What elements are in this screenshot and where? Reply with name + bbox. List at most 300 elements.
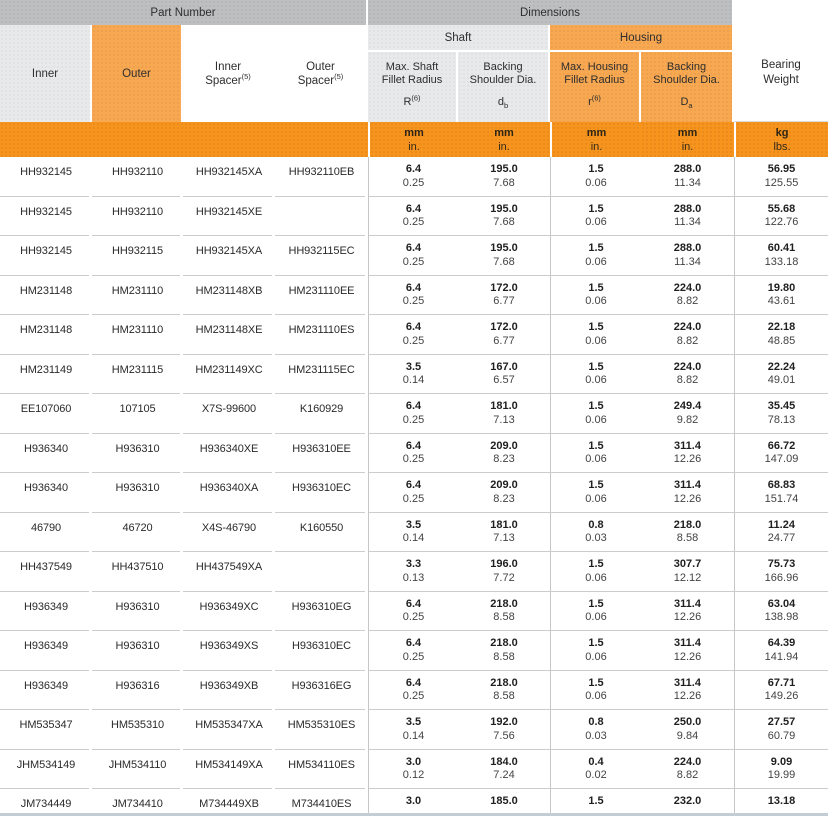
housing-shoulder-cell — [641, 236, 734, 276]
weight-cell — [734, 157, 828, 197]
part-inner-cell: H936340 — [0, 434, 92, 474]
units-shaft-fillet — [368, 122, 458, 157]
shaft-shoulder-cell-metric-value: 209.0 — [490, 439, 518, 452]
column-header-inner — [0, 25, 92, 122]
housing-fillet-cell-inch-value: 0.06 — [585, 255, 607, 268]
shaft-fillet-cell-metric-value: 6.4 — [405, 400, 422, 412]
housing-fillet-cell-metric-value: 1.5 — [588, 321, 604, 333]
housing-shoulder-cell-inch-value: 12.26 — [673, 453, 702, 465]
unit-in-label: in. — [498, 140, 510, 153]
housing-fillet-cell-inch-value: 0.06 — [585, 571, 607, 584]
housing-fillet-cell-inch-value: 0.06 — [585, 295, 607, 307]
shaft-shoulder-cell — [458, 473, 550, 513]
weight-cell — [734, 355, 828, 395]
part-inner-cell: HM231149 — [0, 355, 92, 395]
shaft-shoulder-cell — [458, 631, 550, 671]
housing-shoulder-cell — [641, 513, 734, 553]
weight-cell-metric-value: 75.73 — [767, 558, 796, 570]
shaft-fillet-cell-inch-value: 0.25 — [402, 453, 425, 465]
weight-cell-inch-value: 122.76 — [764, 216, 799, 228]
shaft-fillet-cell — [368, 513, 458, 553]
bearing-weight-label-line2: Weight — [763, 74, 799, 86]
housing-fillet-symbol-letter: r — [588, 96, 592, 108]
part-inner-spacer-cell: HM231149XC — [183, 355, 275, 395]
housing-shoulder-cell-metric-value: 232.0 — [673, 795, 702, 807]
housing-shoulder-cell-metric-value: 249.4 — [673, 400, 702, 412]
table-row — [0, 473, 828, 513]
housing-shoulder-cell — [641, 671, 734, 711]
weight-cell — [734, 750, 828, 790]
housing-fillet-cell — [550, 197, 641, 237]
housing-shoulder-cell-inch-value: 12.26 — [673, 492, 702, 505]
part-outer-cell: H936310 — [92, 631, 183, 671]
housing-sub-columns — [550, 52, 734, 122]
part-outer-cell: HH437510 — [92, 552, 183, 592]
part-inner-spacer-cell: X7S-99600 — [183, 394, 275, 434]
weight-cell-metric-value: 35.45 — [767, 400, 796, 412]
housing-shoulder-cell-metric-value: 288.0 — [673, 242, 702, 254]
shaft-fillet-cell-inch-value: 0.25 — [402, 216, 425, 228]
part-outer-cell: H936310 — [92, 434, 183, 474]
part-outer-spacer-cell: K160550 — [275, 513, 368, 553]
shaft-shoulder-cell-inch-value: 7.68 — [493, 255, 515, 268]
weight-cell-metric-value: 67.71 — [767, 676, 796, 689]
shaft-shoulder-cell-metric-value: 218.0 — [490, 597, 518, 610]
part-inner-spacer-cell: H936340XE — [183, 434, 275, 474]
housing-shoulder-label-line2: Shoulder Dia. — [653, 74, 720, 86]
column-header-housing-backing-shoulder — [641, 52, 734, 122]
weight-cell-metric-value: 68.83 — [767, 479, 796, 491]
weight-cell-metric-value: 55.68 — [767, 202, 796, 215]
housing-fillet-cell-inch-value: 0.06 — [585, 690, 607, 702]
housing-group-header — [550, 25, 734, 52]
shaft-fillet-cell-metric-value: 6.4 — [405, 597, 422, 610]
housing-shoulder-label-line1: Backing — [666, 61, 707, 73]
housing-fillet-cell-inch-value: 0.06 — [585, 413, 607, 426]
housing-fillet-label-line1: Max. Housing — [560, 61, 629, 73]
shaft-fillet-symbol — [403, 93, 421, 109]
weight-cell-metric-value: 56.95 — [767, 163, 796, 175]
table-row — [0, 236, 828, 276]
housing-fillet-cell-metric-value: 1.5 — [588, 163, 604, 175]
weight-cell-inch-value: 125.55 — [764, 176, 799, 189]
part-number-group-header — [0, 0, 368, 25]
shaft-shoulder-symbol-subscript: b — [503, 101, 509, 111]
units-blank-cell — [0, 122, 368, 157]
shaft-shoulder-cell — [458, 394, 550, 434]
housing-shoulder-cell-inch-value: 12.26 — [673, 690, 702, 702]
housing-fillet-cell-metric-value: 1.5 — [588, 281, 604, 294]
part-outer-spacer-cell — [275, 197, 368, 237]
weight-cell-inch-value: 149.26 — [764, 690, 799, 702]
part-inner-cell: HH932145 — [0, 157, 92, 197]
shaft-fillet-cell-inch-value: 0.14 — [402, 729, 425, 742]
housing-fillet-cell — [550, 631, 641, 671]
shaft-group-header — [368, 25, 550, 52]
housing-fillet-cell — [550, 592, 641, 632]
shaft-fillet-cell-inch-value: 0.13 — [402, 571, 425, 584]
part-outer-spacer-cell: M734410ES — [275, 789, 368, 816]
shaft-fillet-cell-metric-value: 6.4 — [405, 479, 422, 491]
part-outer-cell: HH932115 — [92, 236, 183, 276]
column-header-shaft-fillet-radius — [368, 52, 458, 122]
part-outer-cell: 46720 — [92, 513, 183, 553]
shaft-shoulder-cell-inch-value: 7.13 — [493, 532, 515, 544]
part-inner-spacer-cell: HM535347XA — [183, 710, 275, 750]
housing-fillet-symbol — [588, 93, 601, 109]
shaft-shoulder-cell-metric-value: 218.0 — [490, 637, 518, 649]
table-sub-header-row — [0, 25, 828, 122]
shaft-shoulder-cell-inch-value: 7.24 — [493, 769, 515, 781]
housing-shoulder-cell-metric-value: 311.4 — [674, 637, 701, 649]
housing-shoulder-cell-metric-value: 218.0 — [673, 518, 702, 531]
part-outer-spacer-cell: HM231110EE — [275, 276, 368, 316]
housing-shoulder-cell — [641, 197, 734, 237]
shaft-shoulder-cell-inch-value: 7.68 — [493, 216, 515, 228]
shaft-shoulder-cell-inch-value: 8.58 — [493, 650, 515, 663]
shaft-shoulder-cell-metric-value: 172.0 — [490, 321, 518, 333]
shaft-shoulder-cell-inch-value: 7.72 — [493, 571, 515, 584]
shaft-fillet-symbol-letter: R — [403, 96, 412, 108]
part-outer-cell: JHM534110 — [92, 750, 183, 790]
part-outer-spacer-cell: H936310EE — [275, 434, 368, 474]
weight-cell-inch-value: 166.96 — [764, 571, 799, 584]
shaft-fillet-cell — [368, 671, 458, 711]
unit-in-label: in. — [681, 140, 694, 153]
part-outer-spacer-cell — [275, 552, 368, 592]
shaft-shoulder-label-line2: Shoulder Dia. — [469, 74, 537, 86]
shaft-shoulder-cell-metric-value: 184.0 — [490, 755, 518, 768]
housing-shoulder-cell-inch-value: 11.34 — [674, 255, 701, 268]
housing-shoulder-cell-metric-value: 224.0 — [673, 281, 702, 294]
housing-shoulder-cell-inch-value: 8.58 — [676, 532, 699, 544]
weight-cell-inch-value: 24.77 — [767, 532, 796, 544]
housing-shoulder-cell — [641, 592, 734, 632]
outer-spacer-label-line1: Outer — [306, 60, 335, 73]
shaft-fillet-cell-inch-value: 0.14 — [402, 374, 425, 386]
dimensions-group-header — [368, 0, 734, 25]
shaft-fillet-cell-metric-value: 6.4 — [405, 242, 422, 254]
table-row — [0, 157, 828, 197]
weight-cell-inch-value: 78.13 — [767, 413, 796, 426]
weight-cell — [734, 197, 828, 237]
housing-shoulder-cell-metric-value: 311.4 — [674, 597, 701, 610]
housing-shoulder-cell-metric-value: 311.4 — [674, 479, 701, 491]
shaft-fillet-cell-metric-value: 6.4 — [405, 163, 422, 175]
housing-shoulder-cell-metric-value: 224.0 — [673, 321, 702, 333]
housing-shoulder-cell — [641, 473, 734, 513]
weight-cell-metric-value: 22.18 — [767, 321, 796, 333]
housing-fillet-cell — [550, 473, 641, 513]
part-outer-cell: 107105 — [92, 394, 183, 434]
housing-fillet-cell — [550, 750, 641, 790]
shaft-sub-columns — [368, 52, 550, 122]
housing-shoulder-cell-inch-value: 8.82 — [676, 334, 699, 347]
shaft-fillet-cell-inch-value: 0.25 — [402, 413, 425, 426]
shaft-group-label: Shaft — [444, 31, 472, 44]
weight-cell-inch-value: 19.99 — [767, 769, 796, 781]
part-outer-spacer-cell: HM534110ES — [275, 750, 368, 790]
housing-shoulder-cell — [641, 552, 734, 592]
housing-fillet-cell-inch-value: 0.06 — [585, 334, 607, 347]
shaft-fillet-cell-metric-value: 3.3 — [405, 558, 422, 570]
part-inner-cell: HM231148 — [0, 276, 92, 316]
shaft-fillet-cell — [368, 394, 458, 434]
part-outer-cell: HM231110 — [92, 315, 183, 355]
shaft-shoulder-cell — [458, 355, 550, 395]
housing-shoulder-symbol-subscript: a — [688, 101, 693, 111]
shaft-shoulder-cell — [458, 710, 550, 750]
weight-cell — [734, 513, 828, 553]
housing-shoulder-cell-inch-value: 12.12 — [673, 571, 702, 584]
shaft-fillet-cell — [368, 197, 458, 237]
shaft-shoulder-cell — [458, 671, 550, 711]
shaft-fillet-cell-metric-value: 3.5 — [405, 360, 422, 373]
shaft-fillet-cell-inch-value: 0.25 — [402, 334, 425, 347]
part-outer-cell: JM734410 — [92, 789, 183, 816]
shaft-fillet-cell-metric-value: 3.5 — [405, 518, 422, 531]
dimensions-group-label: Dimensions — [519, 6, 581, 19]
housing-fillet-cell-inch-value: 0.06 — [585, 611, 607, 623]
table-row — [0, 789, 828, 816]
part-outer-spacer-cell: H936310EC — [275, 631, 368, 671]
shaft-shoulder-cell — [458, 236, 550, 276]
part-outer-spacer-cell: K160929 — [275, 394, 368, 434]
table-row — [0, 513, 828, 553]
part-inner-spacer-cell: HM231148XE — [183, 315, 275, 355]
shaft-fillet-cell — [368, 592, 458, 632]
part-inner-cell: HM535347 — [0, 710, 92, 750]
shaft-fillet-cell-metric-value: 6.4 — [405, 281, 422, 294]
shaft-fillet-cell — [368, 236, 458, 276]
shaft-shoulder-cell — [458, 750, 550, 790]
weight-cell-inch-value: 138.98 — [764, 611, 799, 623]
weight-cell — [734, 592, 828, 632]
shaft-fillet-label-line1: Max. Shaft — [385, 61, 439, 73]
shaft-shoulder-cell — [458, 197, 550, 237]
part-outer-spacer-cell: HM535310ES — [275, 710, 368, 750]
shaft-shoulder-symbol — [498, 96, 508, 109]
table-body — [0, 157, 828, 816]
housing-fillet-cell — [550, 789, 641, 816]
housing-shoulder-cell-metric-value: 224.0 — [673, 755, 702, 768]
part-inner-spacer-cell: HM231148XB — [183, 276, 275, 316]
part-inner-cell: H936349 — [0, 671, 92, 711]
shaft-fillet-cell — [368, 750, 458, 790]
shaft-fillet-cell-metric-value: 6.4 — [405, 202, 422, 215]
part-outer-cell: HM535310 — [92, 710, 183, 750]
shaft-fillet-cell — [368, 710, 458, 750]
shaft-fillet-cell-metric-value: 3.5 — [405, 716, 422, 728]
column-header-shaft-backing-shoulder — [458, 52, 550, 122]
shaft-shoulder-cell — [458, 513, 550, 553]
housing-fillet-cell — [550, 552, 641, 592]
units-row — [0, 122, 828, 157]
part-inner-spacer-cell: H936349XB — [183, 671, 275, 711]
unit-in-label: in. — [408, 140, 420, 153]
shaft-fillet-cell — [368, 315, 458, 355]
table-row — [0, 276, 828, 316]
weight-cell-metric-value: 64.39 — [767, 637, 796, 649]
table-row — [0, 394, 828, 434]
shaft-shoulder-cell — [458, 276, 550, 316]
shaft-shoulder-cell-inch-value: 6.77 — [493, 334, 515, 347]
weight-cell — [734, 315, 828, 355]
weight-cell-inch-value: 151.74 — [764, 492, 799, 505]
shaft-shoulder-cell-inch-value: 8.23 — [493, 453, 515, 465]
shaft-fillet-cell — [368, 789, 458, 816]
part-outer-cell: HM231115 — [92, 355, 183, 395]
inner-spacer-footnote: (5) — [241, 71, 251, 81]
shaft-shoulder-cell-inch-value: 8.58 — [493, 690, 515, 702]
housing-shoulder-cell — [641, 631, 734, 671]
shaft-fillet-cell-inch-value: 0.25 — [402, 611, 425, 623]
weight-cell — [734, 236, 828, 276]
part-outer-cell: H936310 — [92, 473, 183, 513]
weight-cell — [734, 473, 828, 513]
table-row — [0, 434, 828, 474]
part-outer-cell: H936316 — [92, 671, 183, 711]
part-outer-spacer-cell: H936310EG — [275, 592, 368, 632]
housing-fillet-cell-metric-value: 1.5 — [588, 676, 604, 689]
shaft-fillet-cell-metric-value: 6.4 — [405, 439, 422, 452]
shaft-shoulder-cell — [458, 157, 550, 197]
inner-spacer-label-line2 — [205, 71, 251, 88]
housing-shoulder-symbol-letter: D — [680, 96, 689, 108]
shaft-fillet-cell-inch-value: 0.25 — [402, 176, 425, 189]
housing-shoulder-cell-inch-value: 12.26 — [673, 611, 702, 623]
weight-cell — [734, 671, 828, 711]
shaft-fillet-cell — [368, 434, 458, 474]
shaft-fillet-cell — [368, 552, 458, 592]
weight-cell-inch-value: 43.61 — [767, 295, 796, 307]
housing-shoulder-cell — [641, 394, 734, 434]
shaft-fillet-cell — [368, 631, 458, 671]
housing-shoulder-cell-metric-value: 311.4 — [674, 439, 701, 452]
shaft-fillet-label-line2: Fillet Radius — [381, 74, 443, 86]
shaft-fillet-cell-inch-value: 0.25 — [402, 492, 425, 505]
housing-fillet-cell — [550, 394, 641, 434]
shaft-shoulder-cell-metric-value: 195.0 — [490, 202, 518, 215]
part-inner-cell: HM231148 — [0, 315, 92, 355]
housing-fillet-cell-inch-value: 0.02 — [585, 769, 607, 781]
housing-fillet-cell-metric-value: 1.5 — [588, 242, 604, 254]
housing-shoulder-cell-metric-value: 311.4 — [674, 676, 701, 689]
housing-shoulder-cell-metric-value: 250.0 — [673, 716, 702, 728]
shaft-shoulder-cell — [458, 592, 550, 632]
part-inner-spacer-cell: HH932145XA — [183, 236, 275, 276]
weight-cell — [734, 631, 828, 671]
housing-fillet-cell-inch-value: 0.06 — [585, 216, 607, 228]
table-row — [0, 552, 828, 592]
part-inner-spacer-cell: HH932145XA — [183, 157, 275, 197]
part-outer-spacer-cell: HH932110EB — [275, 157, 368, 197]
shaft-shoulder-cell — [458, 434, 550, 474]
shaft-fillet-cell — [368, 355, 458, 395]
shaft-shoulder-cell-metric-value: 181.0 — [490, 518, 518, 531]
housing-fillet-cell — [550, 236, 641, 276]
housing-fillet-cell-metric-value: 0.4 — [588, 755, 604, 768]
housing-fillet-cell — [550, 276, 641, 316]
inner-column-label: Inner — [31, 67, 59, 80]
weight-cell — [734, 394, 828, 434]
weight-cell-metric-value: 63.04 — [767, 597, 796, 610]
housing-fillet-cell-inch-value: 0.06 — [585, 176, 607, 189]
table-row — [0, 710, 828, 750]
table-row — [0, 315, 828, 355]
weight-cell-metric-value: 13.18 — [767, 795, 796, 807]
shaft-shoulder-cell-metric-value: 192.0 — [490, 716, 518, 728]
weight-cell-metric-value: 22.24 — [767, 360, 796, 373]
shaft-fillet-cell-inch-value: 0.25 — [402, 690, 425, 702]
inner-spacer-word: Spacer — [205, 74, 242, 87]
shaft-shoulder-cell — [458, 789, 550, 816]
weight-cell-metric-value: 9.09 — [770, 755, 793, 768]
table-row — [0, 631, 828, 671]
column-header-outer — [92, 25, 183, 122]
part-outer-cell: HH932110 — [92, 197, 183, 237]
shaft-column-group — [368, 25, 550, 122]
housing-shoulder-cell-inch-value: 9.84 — [676, 729, 699, 742]
part-inner-cell: JM734449 — [0, 789, 92, 816]
unit-kg-label: kg — [775, 126, 789, 139]
shaft-shoulder-cell-inch-value: 8.58 — [493, 611, 515, 623]
shaft-fillet-cell — [368, 157, 458, 197]
weight-cell — [734, 710, 828, 750]
shaft-shoulder-cell-metric-value: 167.0 — [490, 360, 518, 373]
units-housing-fillet — [550, 122, 641, 157]
table-row — [0, 750, 828, 790]
weight-cell-metric-value: 60.41 — [767, 242, 796, 254]
shaft-shoulder-cell-metric-value: 172.0 — [490, 281, 518, 294]
housing-fillet-cell — [550, 355, 641, 395]
shaft-fillet-cell-inch-value: 0.25 — [402, 255, 425, 268]
housing-fillet-cell-metric-value: 1.5 — [588, 637, 604, 649]
column-header-outer-spacer — [275, 25, 368, 122]
shaft-fillet-cell — [368, 473, 458, 513]
housing-fillet-cell-metric-value: 1.5 — [588, 202, 604, 215]
inner-spacer-label-line1: Inner — [214, 60, 242, 73]
housing-shoulder-cell-inch-value: 9.82 — [676, 413, 699, 426]
housing-fillet-cell-metric-value: 0.8 — [588, 716, 604, 728]
shaft-shoulder-cell-inch-value: 7.56 — [493, 729, 515, 742]
unit-mm-label: mm — [404, 126, 424, 139]
shaft-shoulder-symbol-letter: d — [497, 96, 504, 108]
shaft-shoulder-label-line1: Backing — [483, 61, 523, 73]
housing-shoulder-cell — [641, 789, 734, 816]
weight-cell — [734, 789, 828, 816]
unit-mm-label: mm — [494, 126, 514, 139]
weight-cell-metric-value: 66.72 — [767, 439, 796, 452]
part-inner-cell: H936349 — [0, 592, 92, 632]
weight-cell-inch-value: 147.09 — [764, 453, 799, 465]
housing-fillet-cell-metric-value: 1.5 — [588, 795, 604, 807]
shaft-fillet-cell-inch-value: 0.12 — [402, 769, 425, 781]
shaft-fillet-cell — [368, 276, 458, 316]
housing-shoulder-cell — [641, 710, 734, 750]
weight-cell-metric-value: 19.80 — [767, 281, 796, 294]
shaft-shoulder-cell-inch-value: 8.23 — [493, 492, 515, 505]
shaft-shoulder-cell-metric-value: 185.0 — [490, 795, 518, 807]
housing-shoulder-cell-inch-value: 8.82 — [676, 374, 699, 386]
shaft-fillet-cell-metric-value: 3.0 — [405, 795, 422, 807]
shaft-fillet-symbol-footnote: (6) — [411, 93, 421, 103]
housing-shoulder-cell-inch-value: 12.26 — [673, 650, 702, 663]
part-inner-cell: EE107060 — [0, 394, 92, 434]
bearing-weight-label-line1: Bearing — [761, 59, 801, 71]
outer-spacer-footnote: (5) — [334, 71, 344, 81]
housing-shoulder-cell — [641, 276, 734, 316]
